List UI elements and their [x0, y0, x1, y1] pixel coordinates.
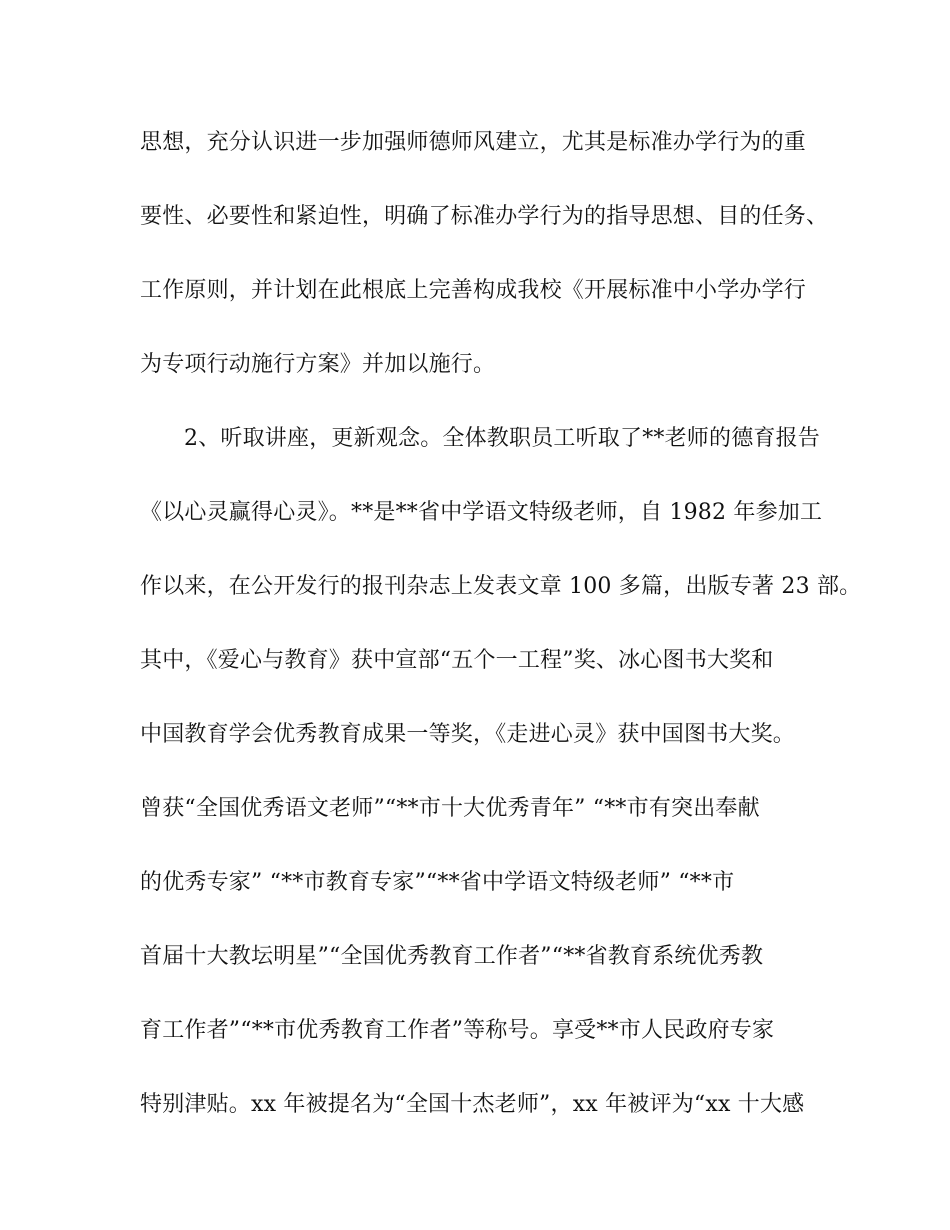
paragraph-line-12: 首届十大教坛明星”“全国优秀教育工作者”“**省教育系统优秀教 — [140, 944, 764, 969]
paragraph-line-10: 曾获“全国优秀语文老师”“**市十大优秀青年” “**市有突出奉献 — [140, 796, 760, 821]
paragraph-line-2: 要性、必要性和紧迫性，明确了标准办学行为的指导思想、目的任务、 — [140, 204, 829, 229]
paragraph-line-1: 思想，充分认识进一步加强师德师风建立，尤其是标准办学行为的重 — [140, 130, 807, 155]
paragraph-line-3: 工作原则，并计划在此根底上完善构成我校《开展标准中小学办学行 — [140, 278, 807, 303]
paragraph-line-6: 《以心灵赢得心灵》。**是**省中学语文特级老师，自 1982 年参加工 — [140, 500, 823, 525]
paragraph-line-13: 育工作者”“**市优秀教育工作者”等称号。享受**市人民政府专家 — [140, 1018, 775, 1043]
paragraph-line-4: 为专项行动施行方案》并加以施行。 — [140, 352, 496, 377]
paragraph-line-9: 中国教育学会优秀教育成果一等奖，《走进心灵》获中国图书大奖。 — [140, 722, 796, 747]
paragraph-line-5: 2、听取讲座，更新观念。全体教职员工听取了**老师的德育报告 — [184, 426, 820, 451]
paragraph-line-14: 特别津贴。xx 年被提名为“全国十杰老师”，xx 年被评为“xx 十大感 — [140, 1092, 805, 1117]
paragraph-line-8: 其中，《爱心与教育》获中宣部“五个一工程”奖、冰心图书大奖和 — [140, 648, 774, 673]
paragraph-line-7: 作以来，在公开发行的报刊杂志上发表文章 100 多篇，出版专著 23 部。 — [140, 574, 862, 599]
paragraph-line-11: 的优秀专家” “**市教育专家”“**省中学语文特级老师” “**市 — [140, 870, 735, 895]
